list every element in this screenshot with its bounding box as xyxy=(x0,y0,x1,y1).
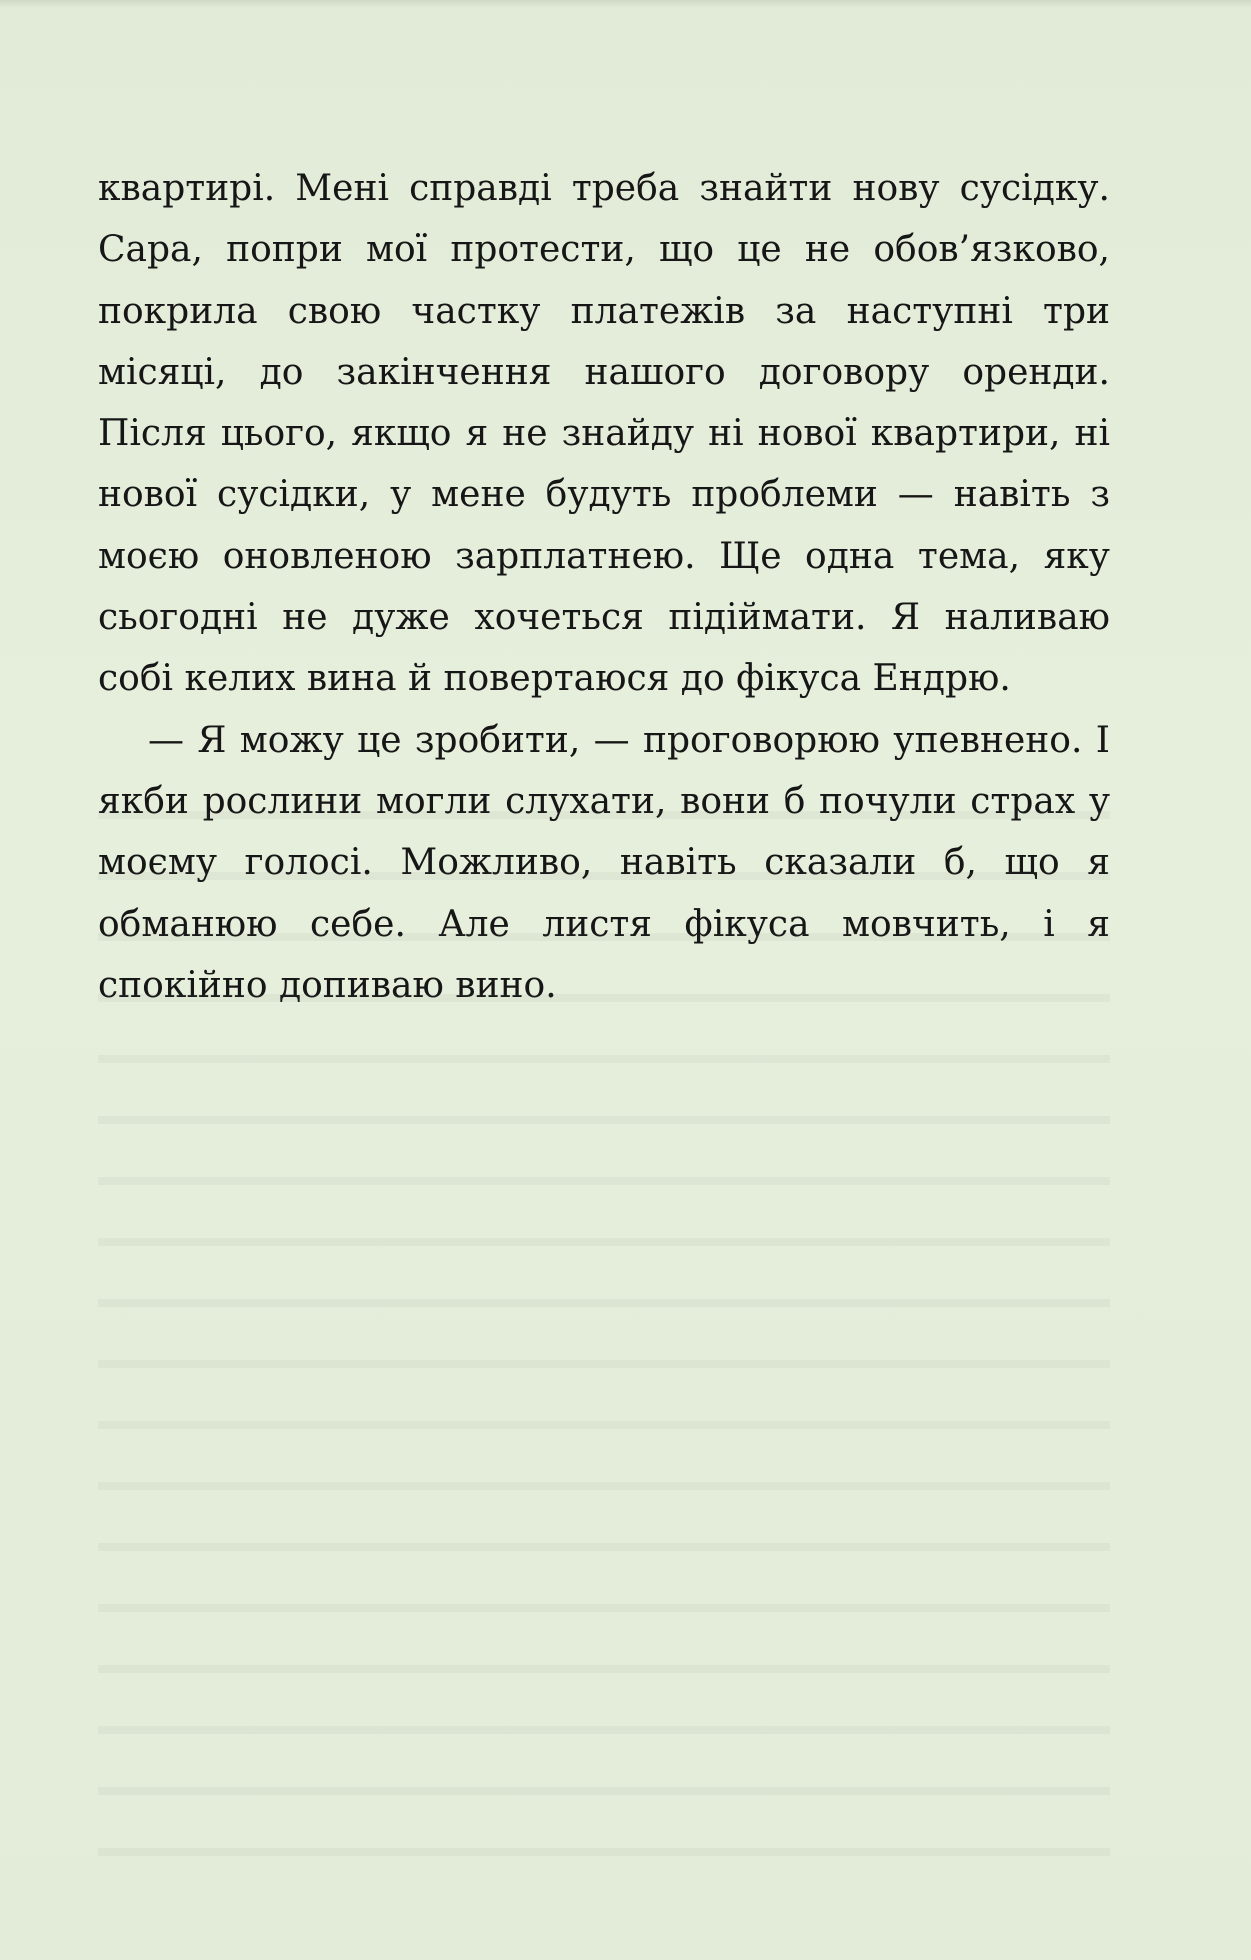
page-top-shadow xyxy=(0,0,1251,8)
bleed-through-shadow xyxy=(98,775,1110,1885)
paragraph-1: квартирі. Мені справді треба знайти нову сусідку. Сара, попри мої протести, що це не обов’язково, покрила свою частку платежів за наступні три місяці, до закінчення нашого договору оренди. Після цього, якщо я не знайду ні нової квартири, ні нової сусідки, у мене будуть проблеми — навіть з моєю оновленою зарплатнею. Ще одна тема, яку сьогодні не дуже хочеться підіймати. Я наливаю собі келих вина й повертаюся до фікуса Ендрю. xyxy=(98,168,1110,700)
paragraph-2: — Я можу це зробити, — проговорюю упевнено. І якби рослини могли слухати, вони б почули страх у моєму голосі. Можливо, навіть сказали б, що я обманюю себе. Але листя фікуса мовчить, і я спокійно допиваю вино. xyxy=(98,719,1110,1006)
